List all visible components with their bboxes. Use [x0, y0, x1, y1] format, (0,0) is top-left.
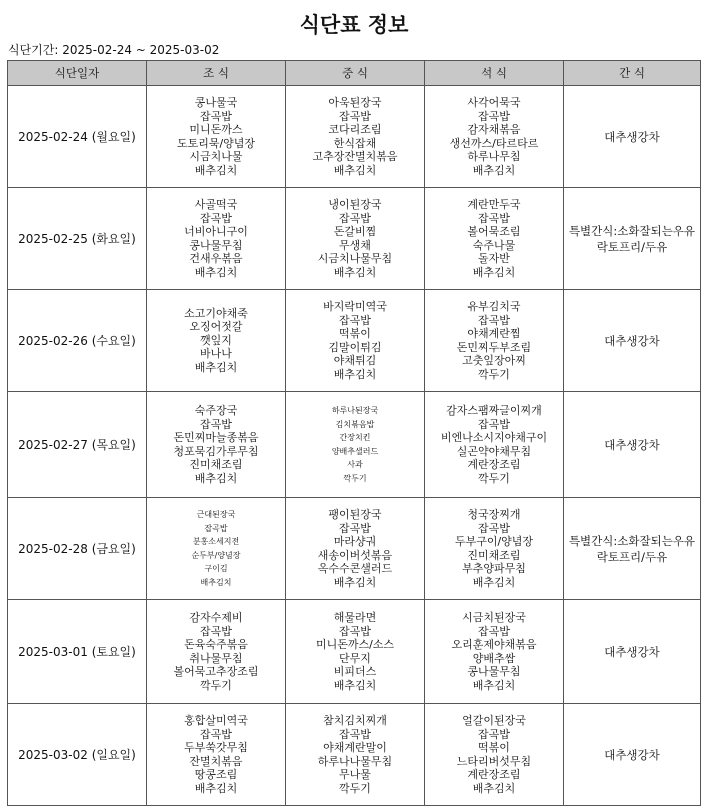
meal-date: 2025-02-26 (수요일) [8, 290, 147, 392]
menu-item: 콩나물국 [194, 96, 238, 109]
menu-item: 잡곡밥 [339, 109, 371, 123]
menu-item: 대추생강차 [604, 747, 660, 762]
menu-item: 비엔나소시지야채구이 [440, 431, 548, 444]
menu-item: 간장치킨 [339, 433, 371, 442]
menu-item: 바지락미역국 [323, 300, 387, 313]
menu-item: 고춧잎장아찌 [462, 354, 526, 367]
menu-item: 대추생강차 [604, 437, 660, 452]
meal-dinner [425, 86, 564, 188]
meal-lunch [286, 392, 425, 498]
menu-item: 김말이튀김 [328, 340, 382, 354]
menu-item: 잡곡밥 [200, 727, 232, 741]
meal-breakfast [147, 86, 286, 188]
menu-item: 땅콩조림 [194, 768, 238, 781]
table-row [8, 392, 701, 498]
menu-item: 하루나나물무침 [317, 754, 393, 768]
table-row [8, 498, 701, 600]
menu-item: 냉이된장국 [328, 198, 382, 211]
menu-item: 콩나물무침 [189, 238, 243, 252]
meal-table [7, 60, 701, 806]
meal-breakfast [147, 498, 286, 600]
menu-item: 근대된장국 [196, 510, 236, 519]
menu-item: 구이김 [204, 564, 228, 573]
menu-item: 깍두기 [200, 678, 232, 692]
menu-item: 잡곡밥 [478, 521, 510, 535]
menu-item: 시금치나물 [189, 150, 243, 163]
menu-item: 배추김치 [333, 265, 377, 279]
meal-period: 식단기간: 2025-02-24 ~ 2025-03-02 [8, 43, 220, 57]
menu-item: 분홍소세지전 [192, 537, 240, 546]
menu-item: 락토프리/두유 [596, 239, 668, 254]
menu-item: 깻잎지 [200, 333, 232, 347]
menu-item: 하루나무침 [467, 150, 521, 163]
menu-item: 배추김치 [472, 265, 516, 279]
menu-item: 참치김치찌개 [323, 714, 387, 727]
meal-lunch [286, 188, 425, 290]
menu-item: 배추김치 [194, 163, 238, 177]
menu-item: 유부김치국 [467, 300, 521, 313]
meal-breakfast [147, 290, 286, 392]
menu-item: 계란만두국 [467, 198, 521, 211]
menu-item: 특별간식:소화잘되는우유 [568, 533, 696, 548]
menu-item: 콩나물무침 [467, 665, 521, 678]
menu-item: 부추양파무침 [462, 562, 526, 575]
meal-date: 2025-02-28 (금요일) [8, 498, 147, 600]
meal-dinner [425, 290, 564, 392]
menu-item: 감자스팸짜글이찌개 [446, 404, 542, 417]
menu-item: 김치볶음밥 [335, 419, 375, 429]
menu-item: 시금치나물무침 [317, 252, 393, 265]
menu-item: 잡곡밥 [339, 521, 371, 535]
menu-item: 계란장조림 [467, 458, 521, 471]
menu-item: 숙주나물 [472, 238, 516, 252]
menu-item: 옥수수콘샐러드 [317, 562, 393, 575]
meal-date: 2025-02-25 (화요일) [8, 188, 147, 290]
menu-item: 떡볶이 [478, 741, 510, 754]
menu-item: 잡곡밥 [478, 417, 510, 431]
menu-item: 깍두기 [339, 781, 371, 795]
menu-item: 배추김치 [333, 575, 377, 589]
menu-item: 하루나된장국 [331, 406, 379, 415]
menu-item: 배추김치 [333, 678, 377, 692]
table-row [8, 704, 701, 806]
meal-breakfast [147, 704, 286, 806]
menu-item: 시금치된장국 [462, 611, 526, 624]
menu-item: 깍두기 [478, 471, 510, 485]
menu-item: 깍두기 [343, 473, 367, 483]
menu-item: 계란장조림 [467, 768, 521, 781]
menu-item: 아욱된장국 [328, 96, 382, 109]
menu-item: 잡곡밥 [200, 109, 232, 123]
menu-item: 청포묵김가루무침 [173, 444, 259, 458]
menu-item: 잡곡밥 [478, 109, 510, 123]
meal-breakfast [147, 392, 286, 498]
meal-snack [564, 290, 701, 392]
menu-item: 느타리버섯무침 [456, 754, 532, 768]
meal-dinner [425, 392, 564, 498]
menu-item: 대추생강차 [604, 129, 660, 144]
meal-snack [564, 86, 701, 188]
menu-item: 취나물무침 [189, 651, 243, 665]
header-snack: 간 식 [564, 61, 701, 86]
menu-item: 새송이버섯볶음 [317, 548, 393, 562]
menu-item: 잡곡밥 [478, 211, 510, 225]
menu-item: 생선까스/타르타르 [449, 136, 539, 150]
meal-snack [564, 704, 701, 806]
menu-item: 실곤약야채무침 [456, 444, 532, 458]
menu-item: 사각어묵국 [467, 96, 521, 109]
menu-item: 잡곡밥 [200, 211, 232, 225]
menu-item: 마라샹궈 [333, 535, 377, 548]
meal-date: 2025-03-01 (토요일) [8, 600, 147, 704]
meal-lunch [286, 86, 425, 188]
menu-item: 사과 [347, 460, 363, 469]
menu-item: 청국장찌개 [467, 508, 521, 521]
menu-item: 떡볶이 [339, 327, 371, 340]
menu-item: 도토리묵/양념장 [176, 136, 256, 150]
menu-item: 사골떡국 [194, 198, 238, 211]
menu-item: 바나나 [200, 347, 232, 361]
menu-item: 배추김치 [472, 678, 516, 692]
meal-lunch [286, 600, 425, 704]
menu-item: 잡곡밥 [339, 313, 371, 327]
meal-date: 2025-02-27 (목요일) [8, 392, 147, 498]
menu-item: 잡곡밥 [478, 727, 510, 741]
menu-item: 잡곡밥 [204, 523, 228, 533]
meal-snack [564, 188, 701, 290]
menu-item: 단무지 [339, 651, 371, 665]
menu-item: 야채계란말이 [323, 741, 387, 754]
menu-item: 고추장잔멸치볶음 [312, 150, 398, 163]
menu-item: 두부구이/양념장 [454, 535, 534, 548]
menu-item: 잡곡밥 [200, 417, 232, 431]
menu-item: 오리훈제야채볶음 [451, 638, 537, 651]
menu-item: 돈갈비찜 [333, 225, 377, 238]
meal-dinner [425, 704, 564, 806]
menu-item: 배추김치 [194, 471, 238, 485]
menu-item: 순두부/양념장 [191, 550, 241, 560]
menu-item: 팽이된장국 [328, 508, 382, 521]
menu-item: 잡곡밥 [339, 624, 371, 638]
menu-item: 돌자반 [478, 252, 510, 265]
meal-date: 2025-03-02 (일요일) [8, 704, 147, 806]
menu-item: 양배추쌈 [472, 651, 516, 665]
menu-item: 건새우볶음 [189, 252, 243, 265]
menu-item: 배추김치 [194, 265, 238, 279]
header-breakfast: 조 식 [147, 61, 286, 86]
menu-item: 배추김치 [472, 781, 516, 795]
meal-lunch [286, 704, 425, 806]
menu-item: 잡곡밥 [478, 624, 510, 638]
menu-item: 대추생강차 [604, 644, 660, 659]
meal-table-body [8, 86, 701, 806]
table-header-row [8, 61, 701, 86]
meal-dinner [425, 498, 564, 600]
menu-item: 볼어묵고추장조림 [173, 665, 259, 678]
menu-item: 너비아니구이 [184, 225, 248, 238]
menu-item: 잡곡밥 [200, 624, 232, 638]
menu-item: 오징어젓갈 [189, 320, 243, 334]
menu-item: 야채계란찜 [467, 327, 521, 340]
menu-item: 감자수제비 [189, 611, 243, 624]
menu-item: 미니돈까스 [189, 123, 243, 136]
meal-lunch [286, 498, 425, 600]
table-row [8, 86, 701, 188]
menu-item: 배추김치 [472, 575, 516, 589]
menu-item: 잡곡밥 [339, 727, 371, 741]
menu-item: 돈민찌마늘종볶음 [173, 431, 259, 444]
menu-item: 숙주장국 [194, 404, 238, 417]
menu-item: 잡곡밥 [478, 313, 510, 327]
meal-dinner [425, 600, 564, 704]
menu-item: 소고기야채죽 [184, 306, 248, 320]
menu-item: 무나물 [339, 768, 371, 781]
menu-item: 잔멸치볶음 [189, 754, 243, 768]
menu-item: 비피더스 [333, 665, 377, 678]
page-title: 식단표 정보 [299, 13, 409, 37]
menu-item: 양배추샐러드 [331, 446, 379, 456]
meal-snack [564, 600, 701, 704]
menu-item: 배추김치 [472, 163, 516, 177]
menu-item: 잡곡밥 [339, 211, 371, 225]
menu-item: 코다리조림 [328, 123, 382, 136]
meal-lunch [286, 290, 425, 392]
menu-item: 볼어묵조림 [467, 225, 521, 238]
menu-item: 돈육숙주볶음 [184, 638, 248, 651]
menu-item: 돈민찌두부조림 [456, 340, 532, 354]
menu-item: 배추김치 [194, 360, 238, 374]
table-row [8, 290, 701, 392]
menu-item: 락토프리/두유 [596, 549, 668, 564]
menu-item: 얼갈이된장국 [462, 714, 526, 727]
menu-item: 진미채조림 [467, 548, 521, 562]
menu-item: 감자채볶음 [467, 123, 521, 136]
table-row [8, 188, 701, 290]
menu-item: 해물라면 [333, 611, 377, 624]
menu-item: 배추김치 [194, 781, 238, 795]
menu-item: 야채튀김 [333, 354, 377, 367]
menu-item: 대추생강차 [604, 333, 660, 348]
meal-snack [564, 498, 701, 600]
menu-item: 홍합살미역국 [184, 714, 248, 727]
meal-breakfast [147, 188, 286, 290]
menu-item: 진미채조림 [189, 458, 243, 471]
header-lunch: 중 식 [286, 61, 425, 86]
menu-item: 배추김치 [333, 163, 377, 177]
menu-item: 깍두기 [478, 367, 510, 381]
meal-dinner [425, 188, 564, 290]
meal-breakfast [147, 600, 286, 704]
meal-snack [564, 392, 701, 498]
menu-item: 배추김치 [200, 577, 232, 587]
menu-item: 한식잡채 [333, 136, 377, 150]
menu-item: 두부쑥갓무침 [184, 741, 248, 754]
menu-item: 무생채 [339, 238, 371, 252]
meal-date: 2025-02-24 (월요일) [8, 86, 147, 188]
menu-item: 특별간식:소화잘되는우유 [568, 223, 696, 238]
header-date: 식단일자 [8, 61, 147, 86]
header-dinner: 석 식 [425, 61, 564, 86]
menu-item: 미니돈까스/소스 [315, 638, 395, 651]
table-row [8, 600, 701, 704]
menu-item: 배추김치 [333, 367, 377, 381]
